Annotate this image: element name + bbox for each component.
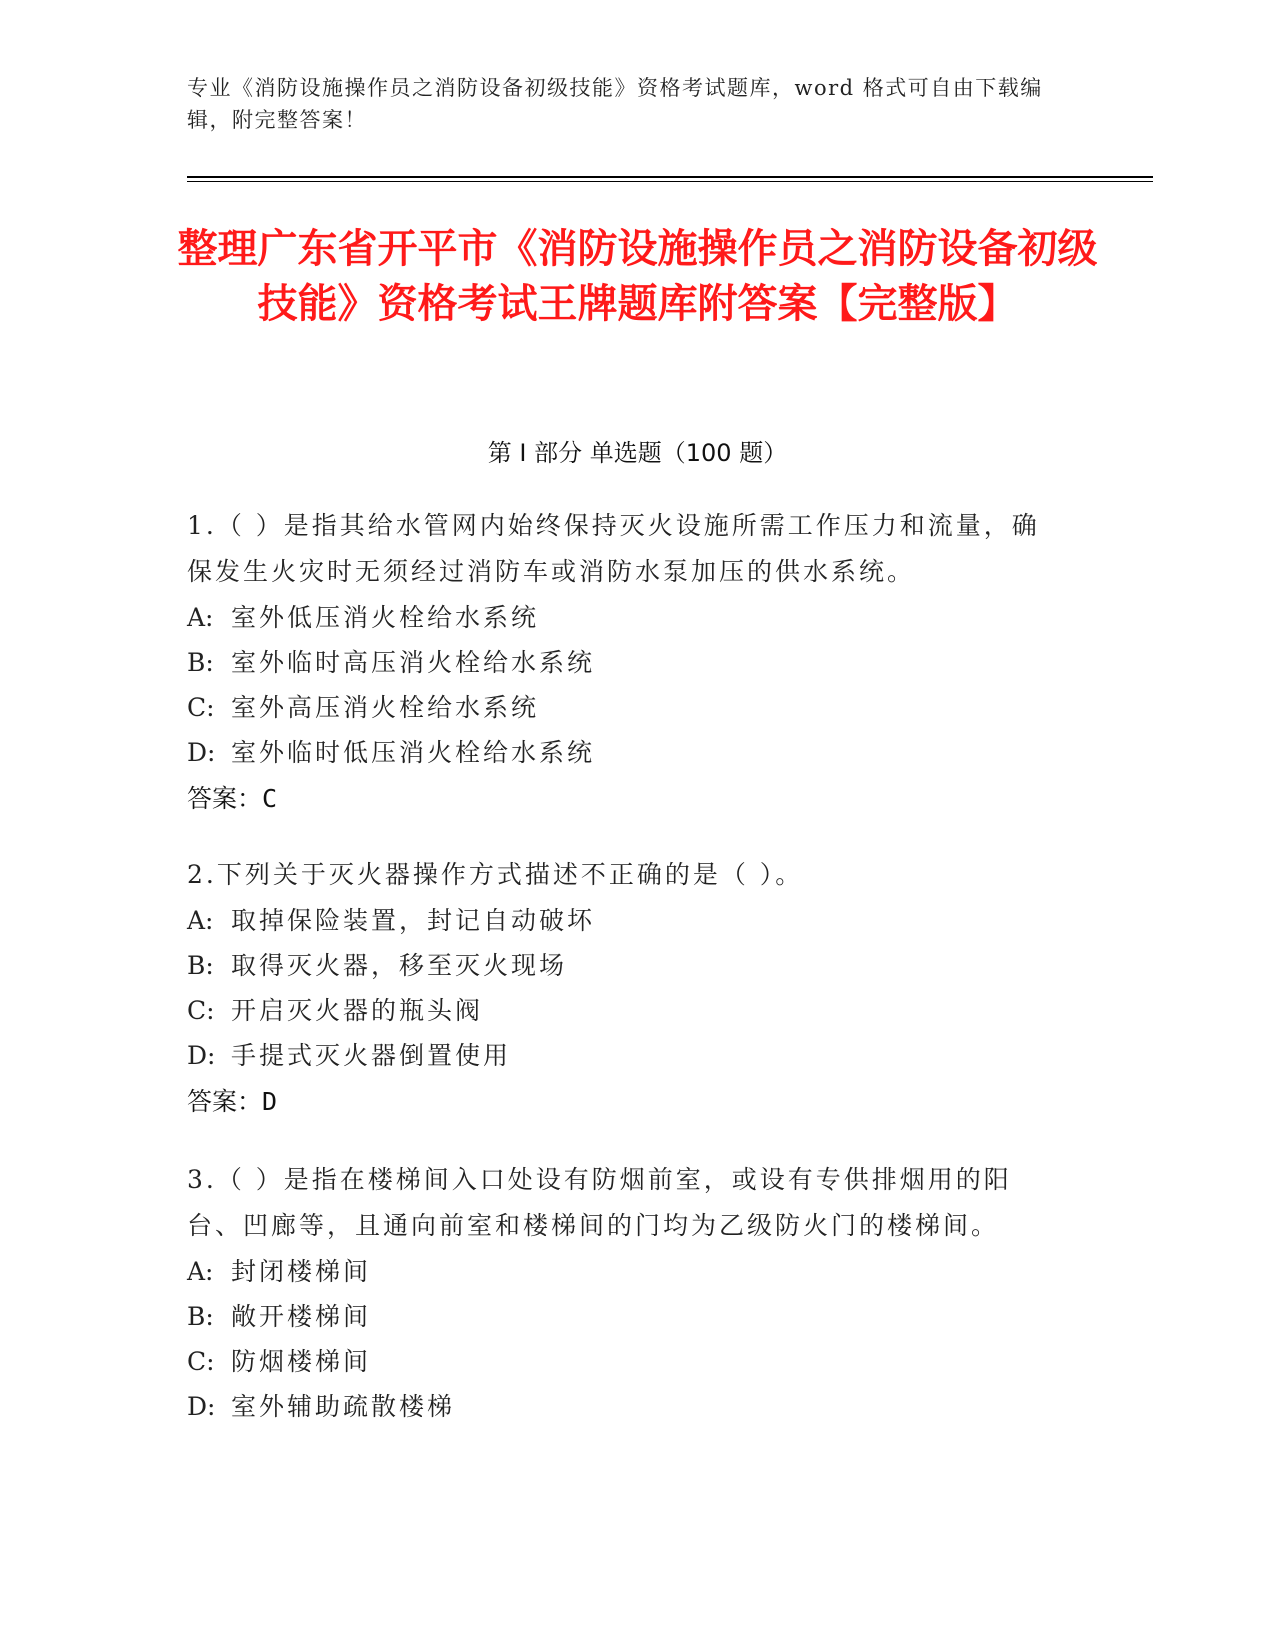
option-a <box>187 595 1067 640</box>
option-text: 防烟楼梯间 <box>231 1347 372 1376</box>
answer-value: C <box>262 784 278 813</box>
option-letter: D: <box>187 1392 216 1421</box>
option-a <box>187 1249 1067 1294</box>
option-text: 室外辅助疏散楼梯 <box>231 1392 456 1421</box>
option-letter: D: <box>187 1041 216 1070</box>
option-text: 取掉保险装置，封记自动破坏 <box>231 906 596 935</box>
option-d <box>187 1033 1067 1078</box>
option-c <box>187 685 1067 730</box>
header-divider-thick <box>187 176 1153 178</box>
option-text: 开启灭火器的瓶头阀 <box>231 996 484 1025</box>
header-note: 专业《消防设施操作员之消防设备初级技能》资格考试题库，word 格式可自由下载编辑，附完整答案！ <box>187 76 1043 132</box>
question-1 <box>187 503 1067 823</box>
section-heading: 第 I 部分 单选题（100 题） <box>487 439 788 467</box>
option-letter: B: <box>187 648 214 677</box>
option-letter: C: <box>187 996 215 1025</box>
question-2 <box>187 852 1067 1126</box>
option-letter: C: <box>187 693 215 722</box>
option-a <box>187 898 1067 943</box>
option-b <box>187 943 1067 988</box>
answer-value: D <box>262 1087 278 1116</box>
option-text: 手提式灭火器倒置使用 <box>231 1041 512 1070</box>
option-text: 室外低压消火栓给水系统 <box>231 603 540 632</box>
question-text: 3.（ ）是指在楼梯间入口处设有防烟前室，或设有专供排烟用的阳台、凹廊等，且通向前室和楼梯间的门均为乙级防火门的楼梯间。 <box>187 1165 1012 1240</box>
question-text: 2.下列关于灭火器操作方式描述不正确的是（ ）。 <box>187 860 804 889</box>
option-letter: A: <box>187 1257 214 1286</box>
option-text: 室外临时低压消火栓给水系统 <box>231 738 596 767</box>
option-d <box>187 730 1067 775</box>
option-c <box>187 1339 1067 1384</box>
option-text: 敞开楼梯间 <box>231 1302 372 1331</box>
header-divider-thin <box>187 181 1153 182</box>
answer-label: 答案： <box>187 1087 263 1116</box>
option-text: 室外高压消火栓给水系统 <box>231 693 540 722</box>
option-d <box>187 1384 1067 1429</box>
answer-line <box>187 775 1067 823</box>
option-letter: A: <box>187 603 214 632</box>
option-c <box>187 988 1067 1033</box>
option-letter: B: <box>187 1302 214 1331</box>
option-letter: C: <box>187 1347 215 1376</box>
question-text: 1.（ ）是指其给水管网内始终保持灭火设施所需工作压力和流量，确保发生火灾时无须经过消防车或消防水泵加压的供水系统。 <box>187 511 1040 586</box>
option-text: 取得灭火器，移至灭火现场 <box>231 951 568 980</box>
question-3 <box>187 1157 1067 1429</box>
answer-line <box>187 1078 1067 1126</box>
option-b <box>187 1294 1067 1339</box>
option-letter: B: <box>187 951 214 980</box>
option-letter: D: <box>187 738 216 767</box>
option-text: 封闭楼梯间 <box>231 1257 372 1286</box>
option-letter: A: <box>187 906 214 935</box>
option-text: 室外临时高压消火栓给水系统 <box>231 648 596 677</box>
document-title: 整理广东省开平市《消防设施操作员之消防设备初级技能》资格考试王牌题库附答案【完整版】 <box>177 226 1098 327</box>
answer-label: 答案： <box>187 784 263 813</box>
option-b <box>187 640 1067 685</box>
